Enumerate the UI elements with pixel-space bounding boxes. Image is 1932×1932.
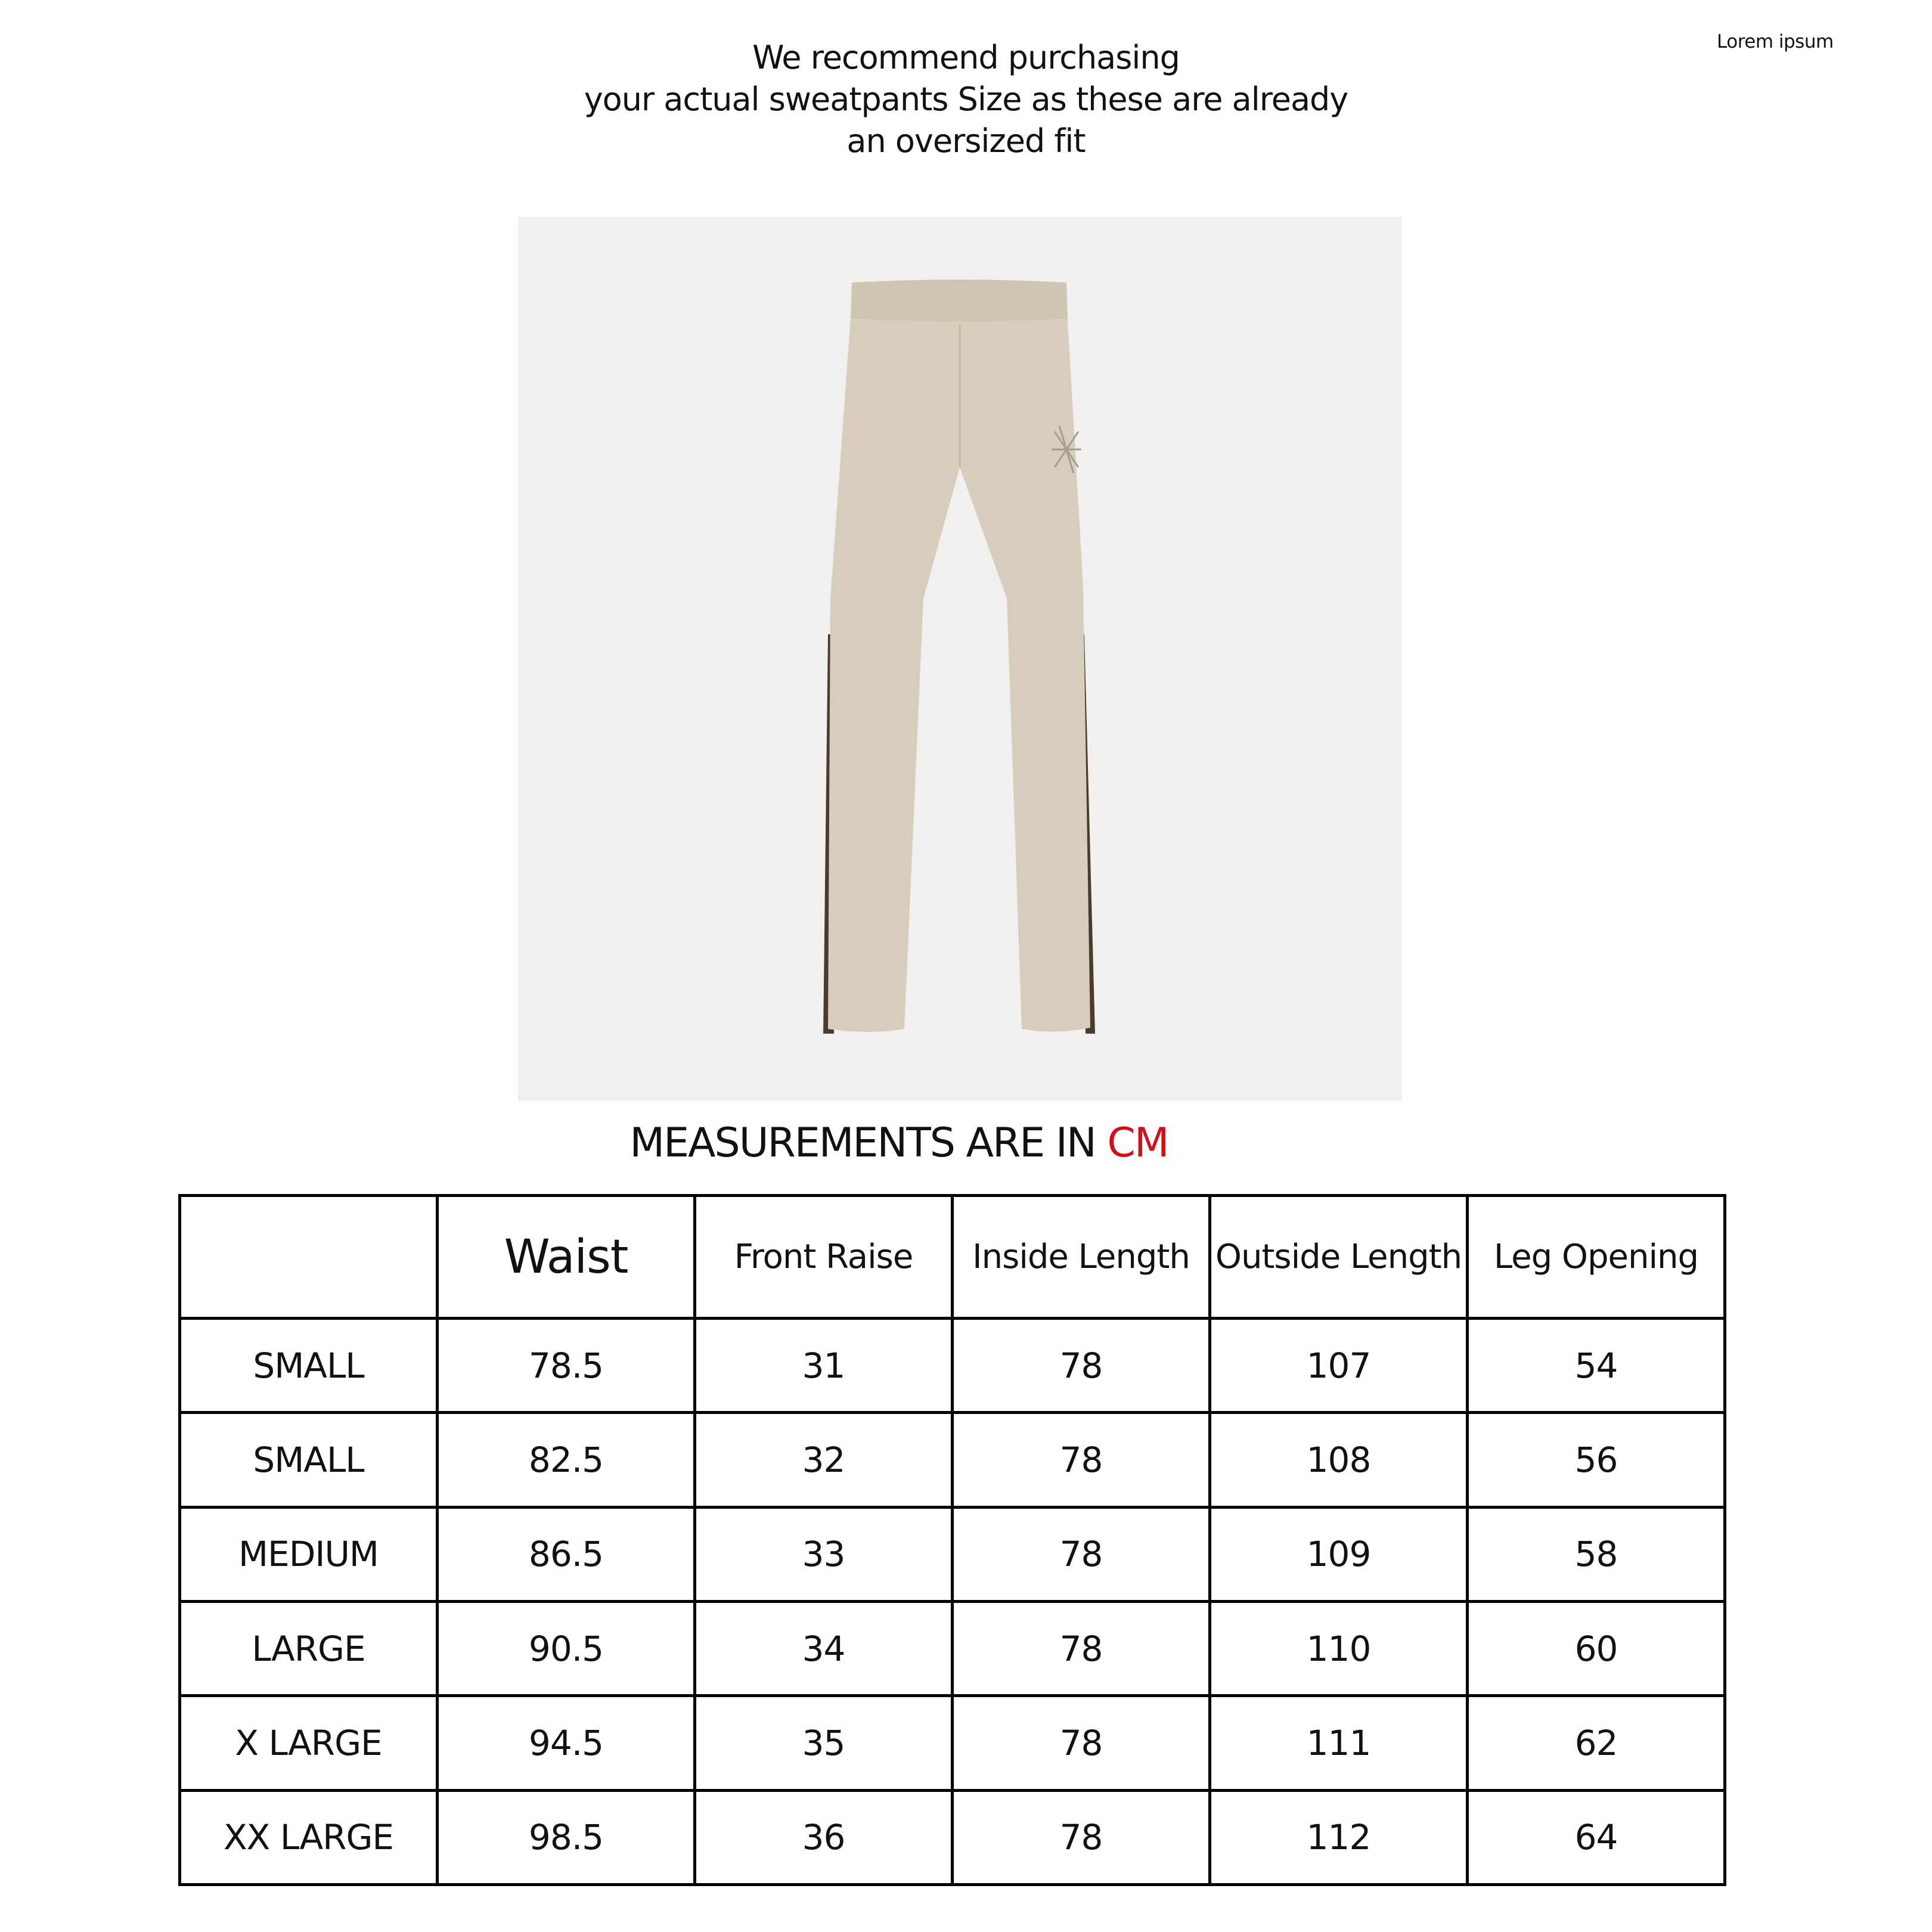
value-cell: 54 [1468, 1319, 1725, 1413]
value-cell: 112 [1210, 1790, 1468, 1884]
recommendation-line: We recommend purchasing [752, 39, 1180, 76]
value-cell: 36 [695, 1790, 953, 1884]
sweatpants-illustration-icon [518, 217, 1402, 1101]
value-cell: 82.5 [438, 1413, 695, 1507]
value-cell: 78 [953, 1507, 1210, 1601]
header-cell-empty [180, 1196, 438, 1319]
value-cell: 98.5 [438, 1790, 695, 1884]
table-row [180, 1601, 1725, 1695]
value-cell: 108 [1210, 1413, 1468, 1507]
value-cell: 31 [695, 1319, 953, 1413]
table-row [180, 1507, 1725, 1601]
value-cell: 60 [1468, 1601, 1725, 1695]
size-cell: SMALL [180, 1319, 438, 1413]
value-cell: 35 [695, 1696, 953, 1790]
table-row [180, 1790, 1725, 1884]
header-cell-inside-length: Inside Length [953, 1196, 1210, 1319]
size-cell: LARGE [180, 1601, 438, 1695]
value-cell: 34 [695, 1601, 953, 1695]
value-cell: 64 [1468, 1790, 1725, 1884]
value-cell: 78.5 [438, 1319, 695, 1413]
size-cell: XX LARGE [180, 1790, 438, 1884]
value-cell: 110 [1210, 1601, 1468, 1695]
size-cell: SMALL [180, 1413, 438, 1507]
table-row [180, 1319, 1725, 1413]
units-note [0, 1119, 1798, 1167]
header-cell-front-raise: Front Raise [695, 1196, 953, 1319]
size-cell: MEDIUM [180, 1507, 438, 1601]
header-cell-waist: Waist [438, 1196, 695, 1319]
corner-label: Lorem ipsum [1717, 31, 1834, 52]
table-row [180, 1413, 1725, 1507]
value-cell: 62 [1468, 1696, 1725, 1790]
value-cell: 32 [695, 1413, 953, 1507]
value-cell: 56 [1468, 1413, 1725, 1507]
table-row [180, 1696, 1725, 1790]
value-cell: 78 [953, 1601, 1210, 1695]
header-cell-leg-opening: Leg Opening [1468, 1196, 1725, 1319]
value-cell: 109 [1210, 1507, 1468, 1601]
units-unit: CM [1107, 1119, 1168, 1167]
recommendation-text [0, 37, 1932, 162]
size-chart-table [178, 1194, 1726, 1886]
value-cell: 78 [953, 1319, 1210, 1413]
value-cell: 78 [953, 1790, 1210, 1884]
recommendation-line: an oversized fit [846, 122, 1086, 160]
value-cell: 107 [1210, 1319, 1468, 1413]
size-cell: X LARGE [180, 1696, 438, 1790]
table-header-row [180, 1196, 1725, 1319]
waistband [851, 280, 1068, 321]
value-cell: 33 [695, 1507, 953, 1601]
value-cell: 94.5 [438, 1696, 695, 1790]
recommendation-line: your actual sweatpants Size as these are already [584, 80, 1348, 118]
value-cell: 58 [1468, 1507, 1725, 1601]
value-cell: 86.5 [438, 1507, 695, 1601]
value-cell: 78 [953, 1413, 1210, 1507]
value-cell: 111 [1210, 1696, 1468, 1790]
value-cell: 90.5 [438, 1601, 695, 1695]
product-image [518, 217, 1402, 1101]
value-cell: 78 [953, 1696, 1210, 1790]
header-cell-outside-length: Outside Length [1210, 1196, 1468, 1319]
units-prefix: MEASUREMENTS ARE IN [629, 1119, 1108, 1167]
